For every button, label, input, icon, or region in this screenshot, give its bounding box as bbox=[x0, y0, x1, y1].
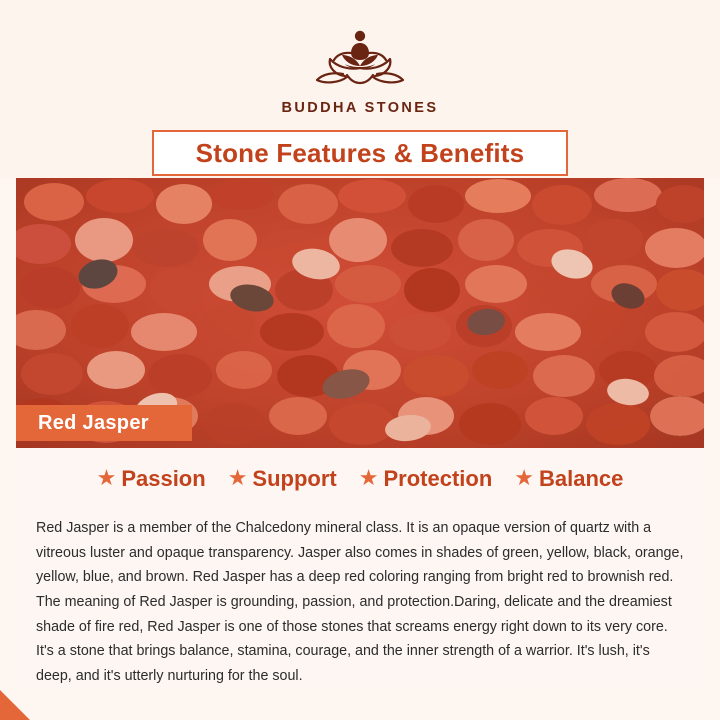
benefit-label: Balance bbox=[539, 466, 624, 491]
benefits-list bbox=[34, 462, 686, 502]
benefit-item bbox=[228, 466, 337, 492]
brand-name: BUDDHA STONES bbox=[281, 100, 439, 116]
stone-description: Red Jasper is a member of the Chalcedony mineral class. It is an opaque version of quartz with a vitreous luster and opaque transparency. Jasper also comes in shades of green, yellow, black, orange, yellow, blue, and brown. Red Jasper has a deep red coloring ranging from bright red to brownish red. The meaning of Red Jasper is grounding, passion, and protection.Daring, delicate and the dreamiest shade of fire red, Red Jasper is one of those stones that screams energy right down to its very core. It's a stone that brings balance, stamina, courage, and the inner strength of a warrior. It's lush, it's deep, and it's utterly nurturing for the soul. bbox=[36, 520, 684, 684]
page-title: Stone Features & Benefits bbox=[195, 137, 525, 168]
section-title-banner bbox=[152, 130, 568, 176]
star-icon: ★ bbox=[514, 465, 535, 490]
benefit-label: Protection bbox=[383, 466, 493, 491]
lotus-meditation-icon bbox=[285, 22, 435, 94]
benefit-label: Support bbox=[252, 466, 337, 491]
benefit-item bbox=[97, 466, 206, 492]
benefit-label: Passion bbox=[121, 466, 206, 491]
stone-details-panel bbox=[16, 448, 704, 690]
star-icon: ★ bbox=[96, 465, 117, 490]
corner-decoration-bottom-left bbox=[0, 690, 30, 720]
benefit-item bbox=[514, 466, 623, 492]
benefit-item bbox=[359, 466, 493, 492]
stone-name-tab bbox=[16, 405, 192, 441]
star-icon: ★ bbox=[358, 465, 379, 490]
stone-name: Red Jasper bbox=[38, 411, 149, 434]
star-icon: ★ bbox=[227, 465, 248, 490]
